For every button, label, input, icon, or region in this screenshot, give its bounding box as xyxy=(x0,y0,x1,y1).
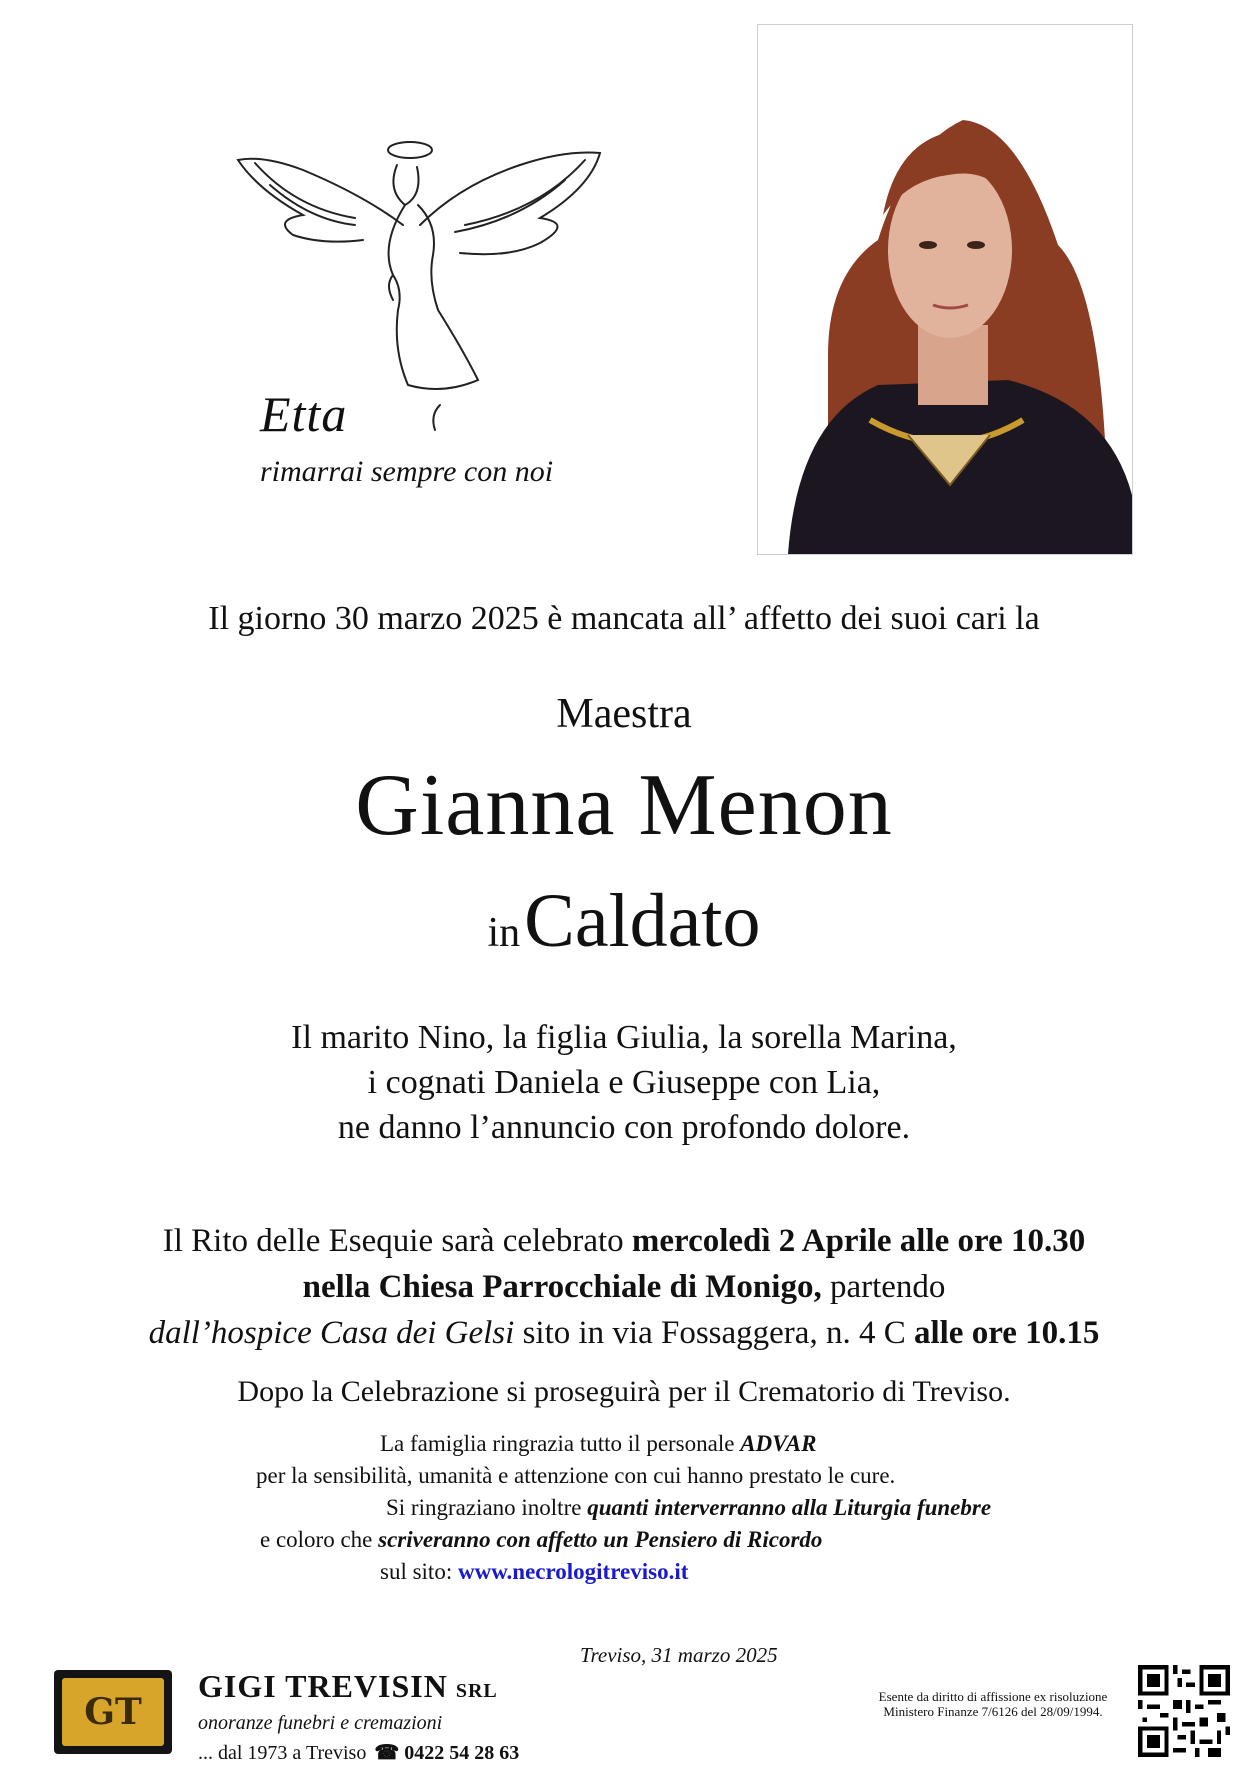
rite-hospice: dall’hospice Casa dei Gelsi xyxy=(148,1315,515,1351)
family-line: ne danno l’annuncio con profondo dolore. xyxy=(337,1109,911,1146)
company-since xyxy=(198,1740,519,1765)
rite-datetime: mercoledì 2 Aprile alle ore 10.30 xyxy=(631,1223,1086,1259)
website-link[interactable]: www.necrologitreviso.it xyxy=(457,1559,689,1584)
married-prefix: in xyxy=(487,910,521,956)
qr-code[interactable] xyxy=(1138,1665,1230,1757)
honorific-title: Maestra xyxy=(556,691,692,737)
thanks-line-1 xyxy=(380,1428,816,1460)
phone-icon: ☎ xyxy=(374,1742,405,1764)
tagline: rimarrai sempre con noi xyxy=(260,455,554,488)
logo-monogram: GT xyxy=(62,1678,164,1746)
portrait-illustration xyxy=(758,25,1132,554)
rite-departure-time: alle ore 10.15 xyxy=(913,1315,1100,1351)
rite-line-3 xyxy=(0,1310,1248,1356)
rite-text: Il Rito delle Esequie sarà celebrato xyxy=(162,1223,632,1259)
nickname: Etta xyxy=(260,386,348,442)
thanks-line-4 xyxy=(260,1524,822,1556)
family-announcement xyxy=(0,1015,1248,1150)
rite-line-1 xyxy=(0,1218,1248,1264)
company-logo xyxy=(54,1670,172,1754)
since-text: ... dal 1973 a Treviso xyxy=(198,1742,367,1764)
place-date: Treviso, 31 marzo 2025 xyxy=(580,1643,778,1667)
married-surname: Caldato xyxy=(524,879,761,963)
rite-text: partendo xyxy=(821,1269,946,1305)
company-suffix: SRL xyxy=(455,1680,498,1702)
thanks-line-5 xyxy=(380,1556,688,1588)
thanks-text: La famiglia ringrazia tutto il personale xyxy=(380,1431,741,1456)
rite-address: sito in via Fossaggera, n. 4 C xyxy=(514,1315,914,1351)
thanks-line-3 xyxy=(386,1492,991,1524)
cremation-note: Dopo la Celebrazione si proseguirà per il Crematorio di Treviso. xyxy=(237,1375,1011,1408)
exemption-line: Esente da diritto di affissione ex risoluzione xyxy=(878,1689,1108,1704)
exemption-line: Ministero Finanze 7/6126 del 28/09/1994. xyxy=(883,1704,1103,1719)
thanks-line-2: per la sensibilità, umanità e attenzione con cui hanno prestato le cure. xyxy=(256,1463,896,1488)
portrait-photo xyxy=(757,24,1133,555)
rite-church: nella Chiesa Parrocchiale di Monigo, xyxy=(302,1269,822,1305)
company-title: GIGI TREVISIN xyxy=(198,1668,448,1704)
intro-line: Il giorno 30 marzo 2025 è mancata all’ affetto dei suoi cari la xyxy=(208,600,1040,637)
funeral-rite xyxy=(0,1218,1248,1356)
thanks-emphasis: quanti interverranno alla Liturgia funebre xyxy=(587,1495,992,1520)
advar-name: ADVAR xyxy=(740,1431,817,1456)
family-line: i cognati Daniela e Giuseppe con Lia, xyxy=(367,1064,881,1101)
thanks-text: e coloro che xyxy=(260,1527,379,1552)
married-name xyxy=(0,878,1248,965)
deceased-name: Gianna Menon xyxy=(355,757,893,854)
family-line: Il marito Nino, la figlia Giulia, la sorella Marina, xyxy=(291,1019,957,1056)
phone-number[interactable]: 0422 54 28 63 xyxy=(404,1742,520,1764)
thanks-text: sul sito: xyxy=(380,1559,458,1584)
rite-line-2 xyxy=(0,1264,1248,1310)
tax-exemption-note xyxy=(858,1689,1128,1719)
thanks-text: Si ringraziano inoltre xyxy=(386,1495,588,1520)
company-subtitle: onoranze funebri e cremazioni xyxy=(198,1712,443,1734)
thanks-emphasis: scriveranno con affetto un Pensiero di Ricordo xyxy=(378,1527,823,1552)
company-name xyxy=(198,1668,498,1705)
